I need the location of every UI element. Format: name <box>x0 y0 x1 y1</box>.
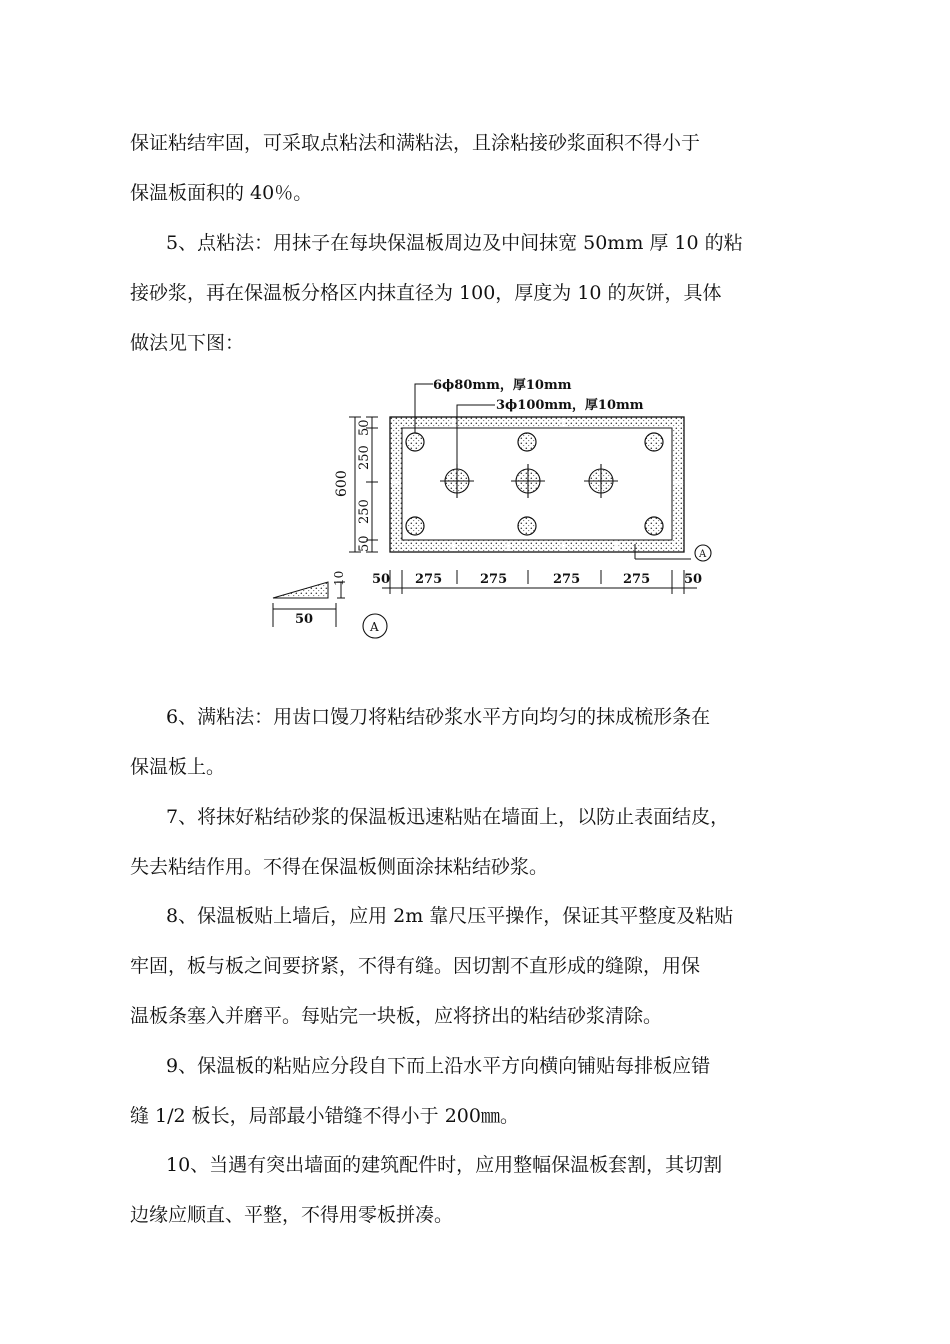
section-detail-label: A <box>370 620 379 634</box>
small-mortar-dot <box>518 433 536 451</box>
text-line: 保温板上。 <box>130 756 226 778</box>
text-line: 7、将抹好粘结砂浆的保温板迅速粘贴在墙面上，以防止表面结皮， <box>166 806 730 828</box>
small-mortar-dot <box>406 517 424 535</box>
dimension-label: 600 <box>334 470 350 497</box>
text-line: 牢固，板与板之间要挤紧，不得有缝。因切割不直形成的缝隙，用保 <box>130 955 701 977</box>
paragraph-5-point-bonding <box>130 218 830 368</box>
text-line: 失去粘结作用。不得在保温板侧面涂抹粘结砂浆。 <box>130 856 549 878</box>
section-width-label: 50 <box>295 612 314 627</box>
text-line: 8、保温板贴上墙后，应用 2m 靠尺压平操作，保证其平整度及粘贴 <box>166 905 734 927</box>
paragraph-6-full-bonding <box>130 692 830 792</box>
text-line: 6、满粘法：用齿口馒刀将粘结砂浆水平方向均匀的抹成梳形条在 <box>166 706 711 728</box>
paragraph-10 <box>130 1140 830 1240</box>
section-detail <box>273 571 387 638</box>
dimension-label: 50 <box>684 572 703 587</box>
text-line: 做法见下图： <box>130 332 245 354</box>
section-cut-label: A <box>699 549 707 560</box>
text-line: 缝 1/2 板长，局部最小错缝不得小于 200㎜。 <box>130 1105 519 1127</box>
point-bonding-diagram <box>265 372 735 647</box>
small-mortar-dot <box>406 433 424 451</box>
paragraph-8 <box>130 891 830 1041</box>
small-mortar-dot <box>645 433 663 451</box>
paragraph-1 <box>130 118 830 218</box>
small-mortar-dot <box>518 517 536 535</box>
dimension-label: 250 <box>357 499 372 524</box>
text-line: 接砂浆，再在保温板分格区内抹直径为 100，厚度为 10 的灰饼，具体 <box>130 282 722 304</box>
dimension-label: 50 <box>357 419 372 436</box>
small-mortar-dot <box>645 517 663 535</box>
paragraph-7 <box>130 792 830 892</box>
dimension-label: 50 <box>372 572 391 587</box>
dimension-label: 275 <box>415 572 443 587</box>
text-line: 温板条塞入并磨平。每贴完一块板，应将挤出的粘结砂浆清除。 <box>130 1005 663 1027</box>
text-line: 5、点粘法：用抹子在每块保温板周边及中间抹宽 50mm 厚 10 的粘 <box>166 232 743 254</box>
dimension-label: 50 <box>357 535 372 552</box>
text-line: 边缘应顺直、平整，不得用零板拼凑。 <box>130 1204 454 1226</box>
dimension-label: 275 <box>623 572 651 587</box>
dimension-label: 275 <box>480 572 508 587</box>
section-thickness-label: 10 <box>332 570 346 586</box>
text-line: 保证粘结牢固，可采取点粘法和满粘法，且涂粘接砂浆面积不得小于 <box>130 132 701 154</box>
small-dot-label: 6ϕ80mm，厚10mm <box>433 378 572 393</box>
text-line: 10、当遇有突出墙面的建筑配件时，应用整幅保温板套割，其切割 <box>166 1154 723 1176</box>
text-line: 9、保温板的粘贴应分段自下而上沿水平方向横向铺贴每排板应错 <box>166 1055 711 1077</box>
dimension-label: 250 <box>357 445 372 470</box>
large-dot-label: 3ϕ100mm，厚10mm <box>496 398 644 413</box>
text-line: 保温板面积的 40％。 <box>130 182 313 204</box>
paragraph-9 <box>130 1041 830 1141</box>
dimension-label: 275 <box>553 572 581 587</box>
